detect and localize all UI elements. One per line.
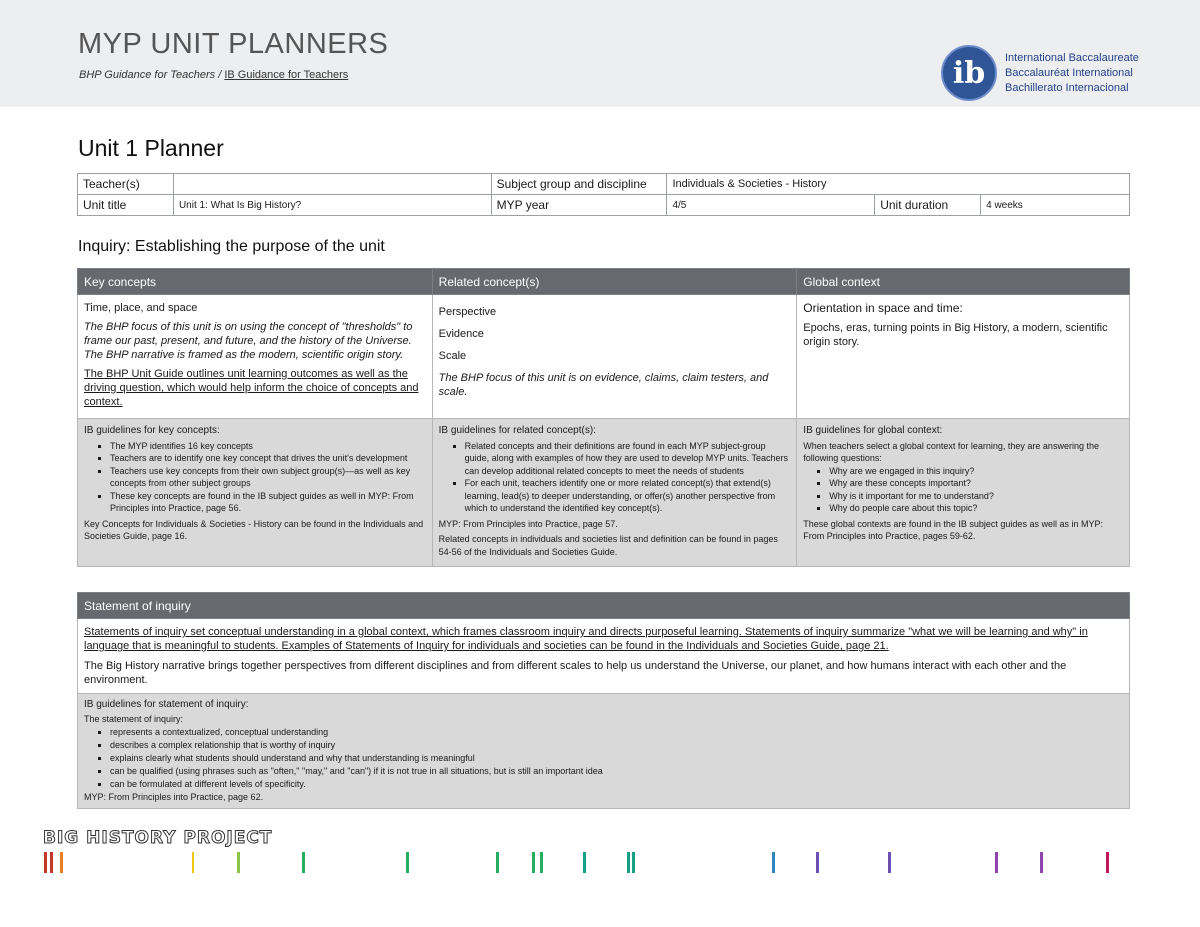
bar-indigo [888,852,891,873]
bar-purple [1040,852,1043,873]
related-concept-evidence: Evidence [438,328,484,340]
key-concept-value: Time, place, and space [84,302,198,314]
teacher-field[interactable] [173,174,491,195]
document-subtitle [79,69,348,81]
bar-purple [995,852,998,873]
guideline-heading: IB guidelines for key concepts: [84,425,220,436]
ib-wordmark [1005,51,1139,96]
document-title: MYP UNIT PLANNERS [78,28,389,60]
bar-green [406,852,409,873]
concepts-table [77,268,1130,567]
inquiry-section-title: Inquiry: Establishing the purpose of the unit [78,238,385,255]
bar-lightgreen [237,852,240,873]
list-item: ▪ For each unit, teachers identify one or more related concept(s) that extend(s) learning, lead(s) to deeper understanding, or offer(s) another perspective from which to understand the identified key concept(s). [465,477,791,515]
list-item: ▪ Teachers use key concepts from their own subject group(s)—as well as key concepts from other subject groups [110,465,426,490]
ib-line-english: International Baccalaureate [1005,52,1139,64]
statement-text: The Big History narrative brings together perspectives from different disciplines and from different scales to help us understand the Universe, our planet, and how humans interact with each other and the environment. [84,660,1067,686]
bar-orange [60,852,63,873]
ib-line-french: Baccalauréat International [1005,67,1133,79]
guideline-heading: IB guidelines for statement of inquiry: [84,699,249,710]
duration-field[interactable]: 4 weeks [981,195,1130,216]
bar-green [302,852,305,873]
list-item: ▪ Why are these concepts important? [829,477,1123,490]
guideline-note: Key Concepts for Individuals & Societies - History can be found in the Individuals and Societies Guide, page 16. [84,518,424,541]
teacher-label: Teacher(s) [78,174,174,195]
unit-info-table [77,173,1130,216]
global-context-header: Global context [797,269,1130,295]
list-item: ▪ Teachers are to identify one key concept that drives the unit's development [110,452,426,465]
guideline-intro: The statement of inquiry: [84,714,184,724]
global-context-text: Epochs, eras, turning points in Big History, a modern, scientific origin story. [803,322,1108,348]
ib-logo-letters: ib [952,56,986,91]
key-concepts-header: Key concepts [78,269,433,295]
bar-red [50,852,53,873]
bar-blue [772,852,775,873]
list-item: ▪ Why do people care about this topic? [829,502,1123,515]
ib-line-spanish: Bachillerato Internacional [1005,82,1129,94]
list-item: ▪ Why is it important for me to understand? [829,490,1123,503]
list-item: ▪ These key concepts are found in the IB subject guides as well in MYP: From Principles into Practice, page 56. [110,490,426,515]
list-item: ▪ explains clearly what students should understand and why that understanding is meaningful [110,752,1123,765]
statement-cell[interactable] [78,619,1130,694]
bar-green [540,852,543,873]
planner-title: Unit 1 Planner [78,135,224,161]
list-item: ▪ can be formulated at different levels of specificity. [110,778,1123,791]
key-concepts-cell[interactable] [78,295,433,419]
ib-logo-icon [940,44,998,102]
list-item: ▪ describes a complex relationship that is worthy of inquiry [110,739,1123,752]
statement-of-inquiry-table [77,592,1130,809]
subtitle-bhp: BHP Guidance for Teachers [79,69,216,81]
bar-teal [627,852,630,873]
guideline-note: MYP: From Principles into Practice, page 57. [438,518,618,529]
list-item: ▪ represents a contextualized, conceptual understanding [110,726,1123,739]
list-item: ▪ The MYP identifies 16 key concepts [110,440,426,453]
related-concept-focus: The BHP focus of this unit is on evidence, claims, claim testers, and scale. [438,372,769,398]
bar-magenta [1106,852,1109,873]
guideline-heading: IB guidelines for related concept(s): [438,425,596,436]
related-concepts-cell[interactable] [432,295,797,419]
related-concepts-guidelines [432,419,797,567]
subtitle-separator: / [218,69,222,81]
unit-title-field[interactable]: Unit 1: What Is Big History? [173,195,491,216]
bar-teal [632,852,635,873]
bar-indigo [816,852,819,873]
subject-label: Subject group and discipline [491,174,667,195]
global-context-title: Orientation in space and time: [803,301,963,315]
footer-color-bars [0,850,1200,874]
guideline-note: These global contexts are found in the IB subject guides as well as in MYP: From Principles into Practice, pages 59-62. [803,518,1103,541]
related-concept-perspective: Perspective [438,306,497,318]
list-item: ▪ can be qualified (using phrases such as "often," "may," and "can") if it is not true in all situations, but is still an important idea [110,765,1123,778]
year-label: MYP year [491,195,667,216]
bar-teal [583,852,586,873]
guideline-note: MYP: From Principles into Practice, page 62. [84,792,264,802]
statement-guidelines [78,694,1130,809]
global-context-guidelines [797,419,1130,567]
list-item: ▪ Related concepts and their definitions are found in each MYP subject-group guide, along with examples of how they are used to develop MYP units. Teachers can develop additional related concepts to meet the needs of students [465,440,791,478]
key-concepts-guidelines [78,419,433,567]
unit-title-label: Unit title [78,195,174,216]
bhp-logo: BIG HISTORY PROJECT [43,828,273,848]
related-concepts-header: Related concept(s) [432,269,797,295]
bar-red [44,852,47,873]
key-concept-focus: The BHP focus of this unit is on using the concept of "thresholds" to frame our past, present, and future, and the history of the Universe. The BHP narrative is framed as the modern, scientific origin story. [84,321,413,361]
subtitle-ib-link[interactable]: IB Guidance for Teachers [224,69,349,81]
header-bar [0,0,1200,107]
unit-guide-link[interactable]: The BHP Unit Guide outlines unit learning outcomes as well as the driving question, which would help inform the choice of concepts and context. [84,368,419,408]
related-concept-scale: Scale [438,350,467,362]
statement-header: Statement of inquiry [78,593,1130,619]
bar-green [532,852,535,873]
year-field[interactable]: 4/5 [667,195,875,216]
guideline-intro: When teachers select a global context for learning, they are answering the following questions: [803,440,1099,463]
guideline-heading: IB guidelines for global context: [803,425,943,436]
subject-field[interactable]: Individuals & Societies - History [667,174,1130,195]
statement-guide-link[interactable]: Statements of inquiry set conceptual understanding in a global context, which frames classroom inquiry and directs purposeful learning. Statements of inquiry summarize "what we will be learning and why" in language that is meaningful to students. Examples of Statements of Inquiry for individuals and societies can be found in the Individuals and Societies Guide, page 21. [84,626,1088,652]
bar-yellow [192,852,194,873]
list-item: ▪ Why are we engaged in this inquiry? [829,465,1123,478]
global-context-cell[interactable] [797,295,1130,419]
guideline-note: Related concepts in individuals and societies list and definition can be found in pages 54-56 of the Individuals and Societies Guide. [438,534,778,557]
duration-label: Unit duration [875,195,981,216]
bar-green [496,852,499,873]
